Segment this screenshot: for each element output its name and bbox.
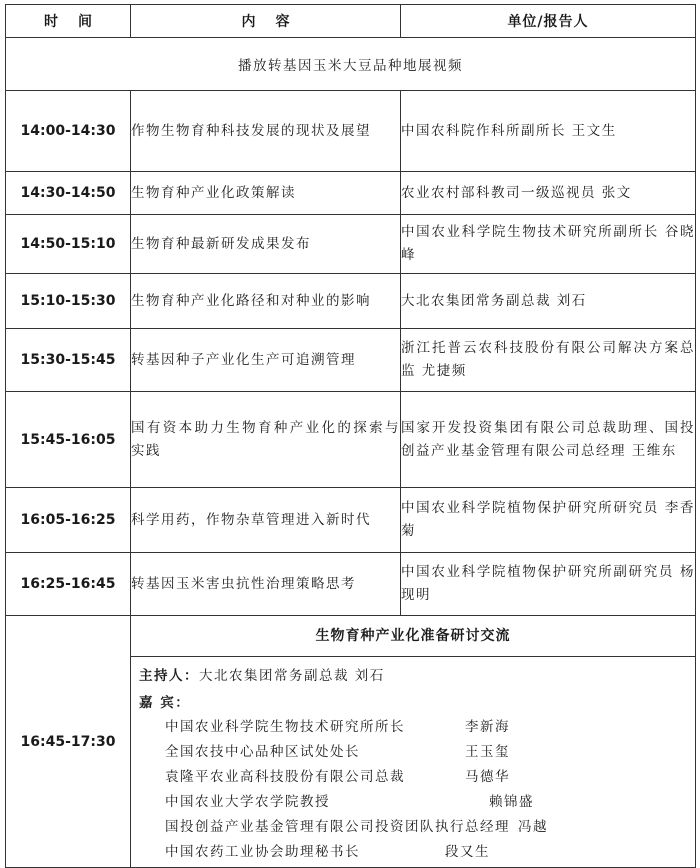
guest-org: 中国农药工业协会助理秘书长 bbox=[165, 844, 360, 860]
guest-org: 全国农技中心品种区试处处长 bbox=[165, 744, 360, 760]
guest-name: 赖锦盛 bbox=[489, 794, 534, 810]
guest-item bbox=[139, 715, 687, 740]
session-time: 15:45-16:05 bbox=[6, 392, 131, 488]
session-time: 15:30-15:45 bbox=[6, 329, 131, 392]
session-topic: 转基因种子产业化生产可追溯管理 bbox=[131, 329, 401, 392]
header-row bbox=[6, 5, 696, 38]
guest-item bbox=[139, 765, 687, 790]
panel-cell bbox=[131, 616, 696, 868]
session-topic: 生物育种最新研发成果发布 bbox=[131, 215, 401, 274]
session-speaker: 中国农科院作科所副所长 王文生 bbox=[401, 91, 696, 172]
guests-label: 嘉 宾： bbox=[139, 695, 191, 711]
session-topic: 科学用药，作物杂草管理进入新时代 bbox=[131, 488, 401, 553]
guest-item bbox=[139, 790, 687, 815]
table-row bbox=[6, 91, 696, 172]
table-row bbox=[6, 488, 696, 553]
guest-name: 冯越 bbox=[518, 819, 548, 835]
session-speaker: 农业农村部科教司一级巡视员 张文 bbox=[401, 172, 696, 215]
session-time: 16:05-16:25 bbox=[6, 488, 131, 553]
guest-org: 袁隆平农业高科技股份有限公司总裁 bbox=[165, 769, 405, 785]
guest-name: 李新海 bbox=[465, 719, 510, 735]
video-banner: 播放转基因玉米大豆品种地展视频 bbox=[6, 38, 696, 91]
host-name: 大北农集团常务副总裁 刘石 bbox=[199, 668, 385, 684]
session-time: 14:50-15:10 bbox=[6, 215, 131, 274]
panel-title: 生物育种产业化准备研讨交流 bbox=[131, 616, 695, 657]
banner-row bbox=[6, 38, 696, 91]
guests-heading bbox=[139, 691, 687, 715]
panel-time: 16:45-17:30 bbox=[6, 616, 131, 868]
session-speaker: 国家开发投资集团有限公司总裁助理、国投创益产业基金管理有限公司总经理 王维东 bbox=[401, 392, 696, 488]
guest-name: 段又生 bbox=[445, 844, 490, 860]
session-time: 15:10-15:30 bbox=[6, 274, 131, 329]
table-row bbox=[6, 274, 696, 329]
session-speaker: 中国农业科学院植物保护研究所研究员 李香菊 bbox=[401, 488, 696, 553]
session-speaker: 中国农业科学院生物技术研究所副所长 谷晓峰 bbox=[401, 215, 696, 274]
guest-name: 马德华 bbox=[465, 769, 510, 785]
session-speaker: 浙江托普云农科技股份有限公司解决方案总监 尤捷频 bbox=[401, 329, 696, 392]
guest-item bbox=[139, 840, 687, 865]
host-label: 主持人： bbox=[139, 668, 199, 684]
panel-body bbox=[131, 657, 695, 867]
header-unit: 单位/报告人 bbox=[401, 5, 696, 38]
session-topic: 国有资本助力生物育种产业化的探索与实践 bbox=[131, 392, 401, 488]
session-topic: 转基因玉米害虫抗性治理策略思考 bbox=[131, 553, 401, 616]
guest-org: 中国农业大学农学院教授 bbox=[165, 794, 330, 810]
panel-row bbox=[6, 616, 696, 868]
session-topic: 作物生物育种科技发展的现状及展望 bbox=[131, 91, 401, 172]
session-speaker: 大北农集团常务副总裁 刘石 bbox=[401, 274, 696, 329]
table-row bbox=[6, 553, 696, 616]
guest-name: 王玉玺 bbox=[465, 744, 510, 760]
host-line bbox=[139, 663, 687, 689]
session-time: 14:00-14:30 bbox=[6, 91, 131, 172]
table-row bbox=[6, 329, 696, 392]
session-time: 14:30-14:50 bbox=[6, 172, 131, 215]
table-row bbox=[6, 172, 696, 215]
header-time: 时间 bbox=[6, 5, 131, 38]
session-topic: 生物育种产业化政策解读 bbox=[131, 172, 401, 215]
header-content: 内容 bbox=[131, 5, 401, 38]
guest-item bbox=[139, 740, 687, 765]
table-row bbox=[6, 392, 696, 488]
session-topic: 生物育种产业化路径和对种业的影响 bbox=[131, 274, 401, 329]
session-time: 16:25-16:45 bbox=[6, 553, 131, 616]
table-row bbox=[6, 215, 696, 274]
guest-item bbox=[139, 815, 687, 840]
guest-org: 中国农业科学院生物技术研究所所长 bbox=[165, 719, 405, 735]
session-speaker: 中国农业科学院植物保护研究所副研究员 杨现明 bbox=[401, 553, 696, 616]
guest-org: 国投创益产业基金管理有限公司投资团队执行总经理 bbox=[165, 819, 510, 835]
agenda-table bbox=[5, 4, 696, 868]
